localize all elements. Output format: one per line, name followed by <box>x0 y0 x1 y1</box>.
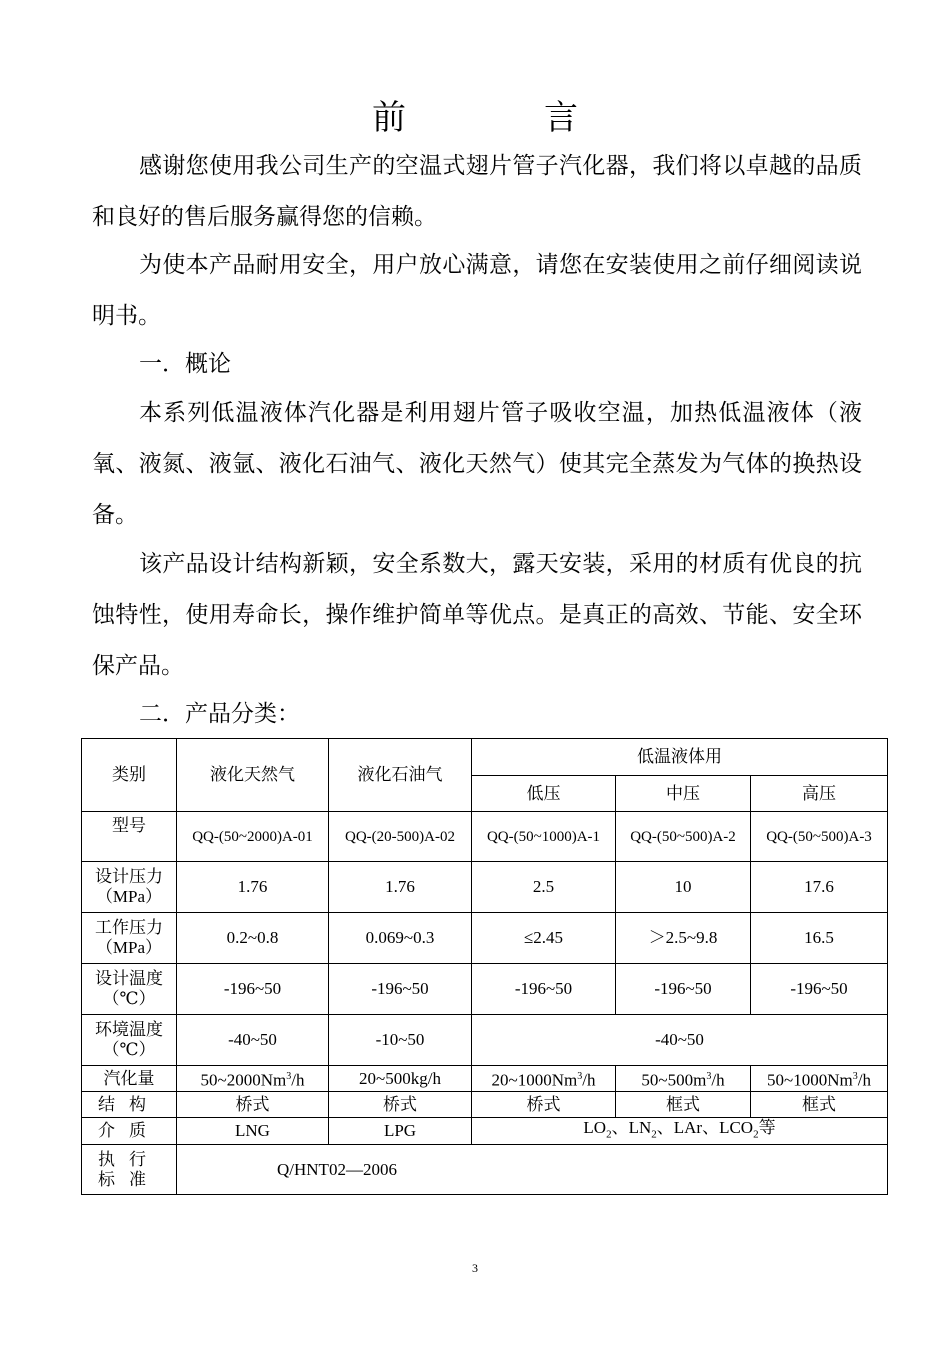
cell-structure-3: 桥式 <box>472 1092 616 1118</box>
cell-medium-cryogenic: $LO_2$、$LN_2$、LAr、$LCO_2$等 <box>472 1118 888 1145</box>
page-title: 前 言 <box>372 98 630 138</box>
header-mid-pressure: 中压 <box>616 776 751 812</box>
cell-model-5: QQ-(50~500)A-3 <box>751 812 888 862</box>
cell-design-pressure-4: 10 <box>616 862 751 913</box>
overview-paragraph-features: 该产品设计结构新颖，安全系数大，露天安装，采用的材质有优良的抗蚀特性，使用寿命长，操作维护简单等优点。是真正的高效、节能、安全环保产品。 <box>92 551 862 679</box>
row-label-vaporization: 汽化量 <box>82 1066 177 1092</box>
table-header-row <box>82 739 888 776</box>
page-number: 3 <box>472 1261 478 1275</box>
cell-ambient-temp-cryo: -40~50 <box>472 1015 888 1066</box>
table-row-vaporization <box>82 1066 888 1092</box>
header-lpg: 液化石油气 <box>329 739 472 812</box>
header-low-pressure: 低压 <box>472 776 616 812</box>
cell-medium-lpg: LPG <box>329 1118 472 1145</box>
table-row-ambient-temperature <box>82 1015 888 1066</box>
cell-structure-2: 桥式 <box>329 1092 472 1118</box>
row-label-design-temperature: 设计温度 （℃） <box>82 964 177 1015</box>
cell-ambient-temp-1: -40~50 <box>177 1015 329 1066</box>
cell-design-pressure-3: 2.5 <box>472 862 616 913</box>
cell-standard-value: Q/HNT02—2006 <box>177 1145 888 1195</box>
cell-vaporization-1: 50~2000Nm$^3$/h <box>177 1066 329 1092</box>
cell-design-temp-4: -196~50 <box>616 964 751 1015</box>
cell-work-pressure-1: 0.2~0.8 <box>177 913 329 964</box>
row-label-model: 型号 <box>82 812 177 862</box>
header-category: 类别 <box>82 739 177 812</box>
row-label-structure: 结构 <box>82 1092 177 1118</box>
table-row-design-temperature <box>82 964 888 1015</box>
cell-work-pressure-5: 16.5 <box>751 913 888 964</box>
cell-work-pressure-3: ≤2.45 <box>472 913 616 964</box>
cell-ambient-temp-2: -10~50 <box>329 1015 472 1066</box>
cell-design-pressure-1: 1.76 <box>177 862 329 913</box>
row-label-ambient-temperature: 环境温度 （℃） <box>82 1015 177 1066</box>
cell-model-1: QQ-(50~2000)A-01 <box>177 812 329 862</box>
cell-design-temp-5: -196~50 <box>751 964 888 1015</box>
cell-medium-lng: LNG <box>177 1118 329 1145</box>
cell-work-pressure-2: 0.069~0.3 <box>329 913 472 964</box>
cell-model-2: QQ-(20-500)A-02 <box>329 812 472 862</box>
cell-structure-1: 桥式 <box>177 1092 329 1118</box>
product-classification-table <box>81 738 888 1195</box>
cell-design-pressure-5: 17.6 <box>751 862 888 913</box>
header-cryogenic: 低温液体用 <box>472 739 888 776</box>
cell-design-pressure-2: 1.76 <box>329 862 472 913</box>
cell-vaporization-5: 50~1000Nm$^3$/h <box>751 1066 888 1092</box>
table-row-standard <box>82 1145 888 1195</box>
intro-paragraph-thanks: 感谢您使用我公司生产的空温式翅片管子汽化器，我们将以卓越的品质和良好的售后服务赢得您的信赖。 <box>92 153 862 230</box>
row-label-design-pressure: 设计压力 （MPa） <box>82 862 177 913</box>
overview-paragraph-function: 本系列低温液体汽化器是利用翅片管子吸收空温，加热低温液体（液氧、液氮、液氩、液化石油气、液化天然气）使其完全蒸发为气体的换热设备。 <box>92 400 862 528</box>
cell-vaporization-4: $50\sim 500m^3/h$ <box>616 1066 751 1092</box>
row-label-standard: 执行 标准 <box>82 1145 177 1195</box>
cell-structure-4: 框式 <box>616 1092 751 1118</box>
intro-paragraph-read-manual: 为使本产品耐用安全，用户放心满意，请您在安装使用之前仔细阅读说明书。 <box>92 252 862 329</box>
cell-design-temp-1: -196~50 <box>177 964 329 1015</box>
cell-vaporization-3: 20~1000Nm$^3$/h <box>472 1066 616 1092</box>
row-label-medium: 介质 <box>82 1118 177 1145</box>
cell-work-pressure-4: ＞2.5~9.8 <box>616 913 751 964</box>
header-lng: 液化天然气 <box>177 739 329 812</box>
table-row-structure <box>82 1092 888 1118</box>
row-label-work-pressure: 工作压力 （MPa） <box>82 913 177 964</box>
section-heading-classification: 二．产品分类： <box>139 701 300 727</box>
table-row-model <box>82 812 888 862</box>
cell-design-temp-3: -196~50 <box>472 964 616 1015</box>
cell-design-temp-2: -196~50 <box>329 964 472 1015</box>
table-row-medium <box>82 1118 888 1145</box>
cell-vaporization-2: 20~500kg/h <box>329 1066 472 1092</box>
cell-model-4: QQ-(50~500)A-2 <box>616 812 751 862</box>
table-row-work-pressure <box>82 913 888 964</box>
section-heading-overview: 一．概论 <box>139 351 231 377</box>
cell-structure-5: 框式 <box>751 1092 888 1118</box>
header-high-pressure: 高压 <box>751 776 888 812</box>
cell-model-3: QQ-(50~1000)A-1 <box>472 812 616 862</box>
table-row-design-pressure <box>82 862 888 913</box>
